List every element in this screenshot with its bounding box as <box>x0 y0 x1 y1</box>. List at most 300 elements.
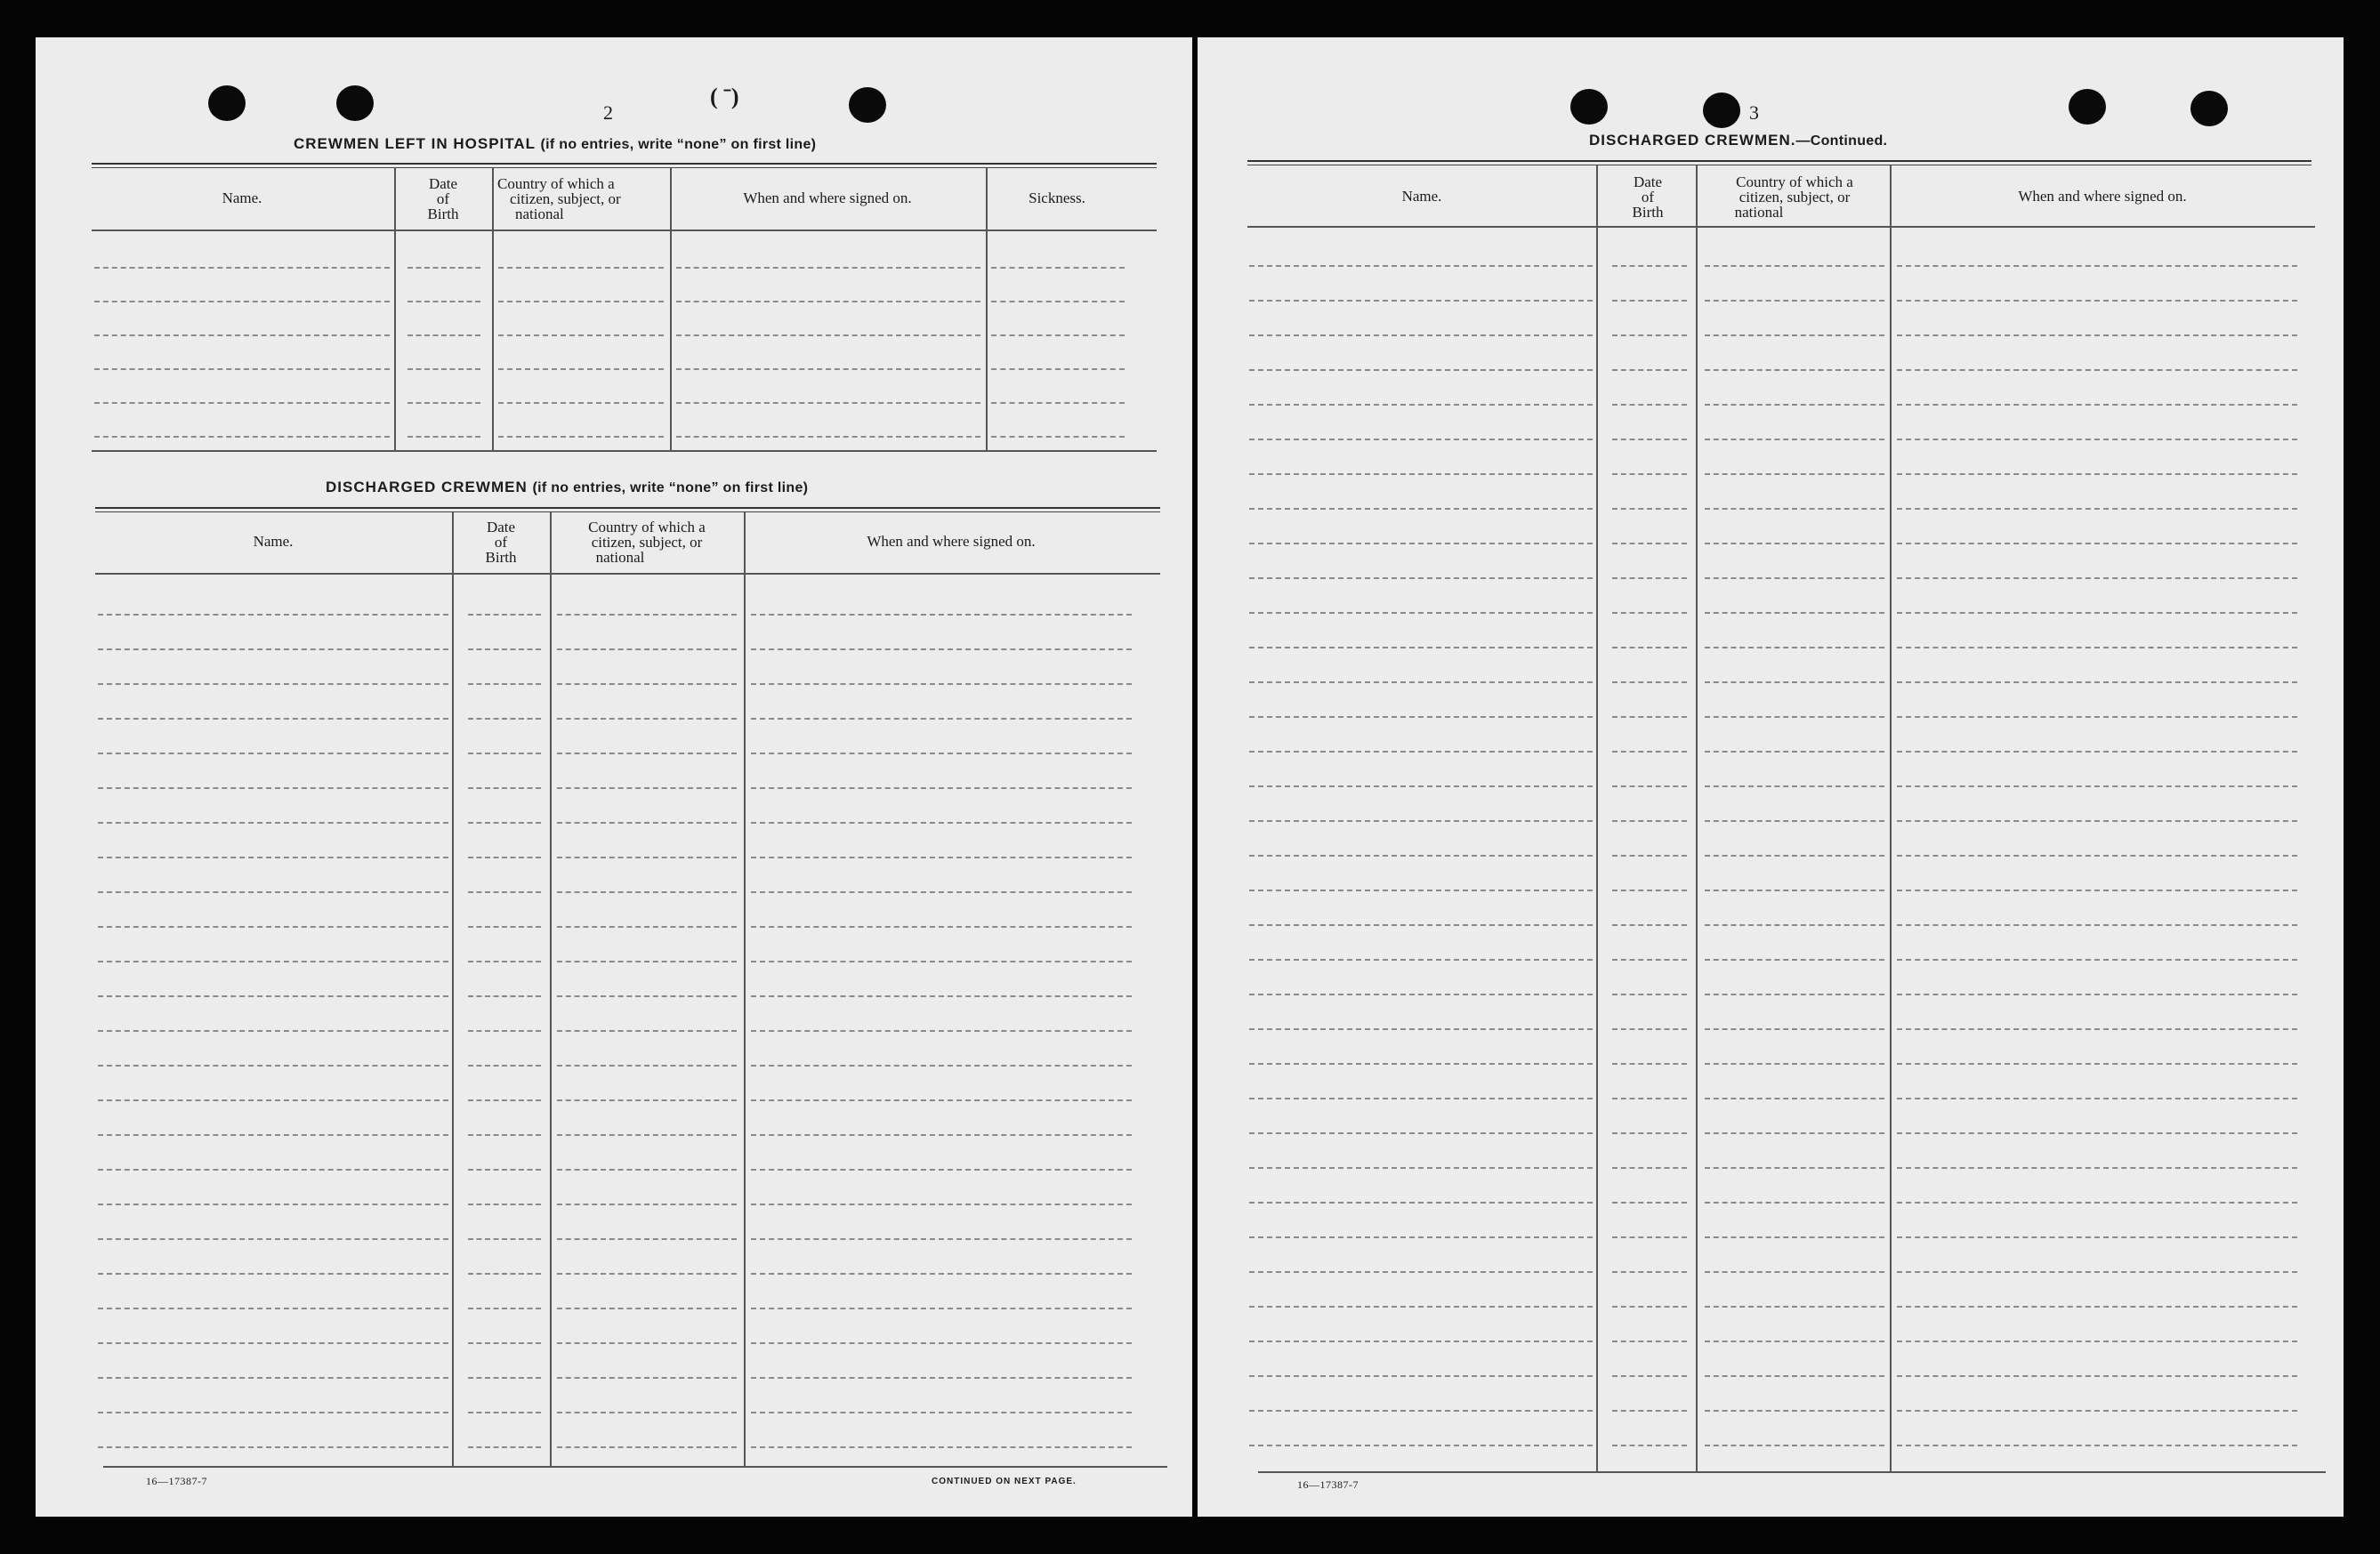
blank-entry-line <box>1249 1236 1593 1238</box>
blank-entry-line <box>1249 924 1593 926</box>
blank-entry-line <box>1705 300 1884 302</box>
continued-bottom-rule <box>1258 1471 2326 1473</box>
blank-entry-line <box>98 1204 448 1205</box>
blank-entry-line <box>557 1412 737 1413</box>
blank-entry-line <box>98 718 448 720</box>
punch-hole <box>2190 91 2228 126</box>
punch-hole <box>336 85 374 121</box>
blank-entry-line <box>1705 1098 1884 1099</box>
blank-entry-line <box>1612 612 1687 614</box>
blank-entry-line <box>1897 543 2297 544</box>
blank-entry-line <box>1705 1028 1884 1030</box>
blank-entry-line <box>751 857 1132 858</box>
blank-entry-line <box>991 436 1125 438</box>
continued-col-name: Name. <box>1401 188 1442 205</box>
blank-entry-line <box>1249 439 1593 440</box>
blank-entry-line <box>1249 681 1593 683</box>
blank-entry-line <box>1705 1063 1884 1065</box>
blank-entry-line <box>498 402 664 404</box>
blank-entry-line <box>1897 1132 2297 1134</box>
blank-entry-line <box>1897 890 2297 891</box>
blank-entry-line <box>1612 959 1687 961</box>
punch-hole <box>849 87 886 123</box>
blank-entry-line <box>557 1065 737 1067</box>
blank-entry-line <box>1249 369 1593 371</box>
blank-entry-line <box>991 334 1125 336</box>
blank-entry-line <box>991 267 1125 269</box>
blank-entry-line <box>1249 1132 1593 1134</box>
blank-entry-line <box>468 1099 541 1101</box>
blank-entry-line <box>1249 1375 1593 1377</box>
blank-entry-line <box>751 683 1132 685</box>
blank-entry-line <box>676 368 980 370</box>
blank-entry-line <box>751 1412 1132 1413</box>
hospital-col-country: Country of which a citizen, subject, or national <box>497 175 621 222</box>
blank-entry-line <box>1897 1063 2297 1065</box>
blank-entry-line <box>468 1273 541 1275</box>
blank-entry-line <box>1249 855 1593 857</box>
continued-col-signed-on: When and where signed on. <box>2018 188 2187 205</box>
blank-entry-line <box>751 1377 1132 1379</box>
blank-entry-line <box>1705 1306 1884 1308</box>
blank-entry-line <box>751 1169 1132 1171</box>
blank-entry-line <box>1897 300 2297 302</box>
blank-entry-line <box>557 995 737 997</box>
blank-entry-line <box>98 753 448 754</box>
blank-entry-line <box>1612 647 1687 648</box>
hospital-header-rule <box>92 229 1157 231</box>
blank-entry-line <box>557 1446 737 1448</box>
blank-entry-line <box>1705 994 1884 995</box>
blank-entry-line <box>468 822 541 824</box>
blank-entry-line <box>1612 265 1687 267</box>
blank-entry-line <box>1897 1167 2297 1169</box>
blank-entry-line <box>498 267 664 269</box>
blank-entry-line <box>1897 716 2297 718</box>
blank-entry-line <box>1705 369 1884 371</box>
blank-entry-line <box>98 1377 448 1379</box>
blank-entry-line <box>468 961 541 962</box>
blank-entry-line <box>1612 820 1687 822</box>
blank-entry-line <box>1705 439 1884 440</box>
blank-entry-line <box>751 787 1132 789</box>
blank-entry-line <box>1705 785 1884 787</box>
blank-entry-line <box>1897 439 2297 440</box>
blank-entry-line <box>1612 751 1687 753</box>
blank-entry-line <box>1612 1341 1687 1342</box>
blank-entry-line <box>407 267 480 269</box>
hospital-col-name: Name. <box>222 189 262 206</box>
blank-entry-line <box>557 1099 737 1101</box>
blank-entry-line <box>1897 508 2297 510</box>
blank-entry-line <box>407 334 480 336</box>
blank-entry-line <box>468 926 541 928</box>
blank-entry-line <box>1249 1445 1593 1446</box>
blank-entry-line <box>1612 577 1687 579</box>
blank-entry-line <box>751 1446 1132 1448</box>
blank-entry-line <box>407 436 480 438</box>
blank-entry-line <box>1612 439 1687 440</box>
blank-entry-line <box>94 368 390 370</box>
blank-entry-line <box>1612 404 1687 406</box>
blank-entry-line <box>407 301 480 302</box>
blank-entry-line <box>468 683 541 685</box>
discharged-col-name: Name. <box>253 533 294 550</box>
blank-entry-line <box>1897 820 2297 822</box>
blank-entry-line <box>1897 1375 2297 1377</box>
blank-entry-line <box>98 1099 448 1101</box>
blank-entry-line <box>1705 1132 1884 1134</box>
hospital-table-top-rule <box>92 163 1157 168</box>
blank-entry-line <box>1897 1306 2297 1308</box>
discharged-header-rule <box>95 573 1160 575</box>
blank-entry-line <box>751 614 1132 616</box>
blank-entry-line <box>1249 1410 1593 1412</box>
blank-entry-line <box>1705 681 1884 683</box>
blank-entry-line <box>1897 1341 2297 1342</box>
blank-entry-line <box>1897 1271 2297 1273</box>
discharged-col-dob: Date of Birth <box>485 519 517 566</box>
blank-entry-line <box>468 1377 541 1379</box>
blank-entry-line <box>1612 369 1687 371</box>
blank-entry-line <box>557 857 737 858</box>
blank-entry-line <box>557 1030 737 1032</box>
blank-entry-line <box>557 787 737 789</box>
blank-entry-line <box>1897 1202 2297 1204</box>
form-code: 16—17387-7 <box>146 1475 207 1487</box>
blank-entry-line <box>557 891 737 893</box>
blank-entry-line <box>1612 1410 1687 1412</box>
blank-entry-line <box>94 267 390 269</box>
blank-entry-line <box>557 648 737 650</box>
punch-hole <box>2069 89 2106 125</box>
blank-entry-line <box>1249 404 1593 406</box>
blank-entry-line <box>1705 820 1884 822</box>
blank-entry-line <box>557 683 737 685</box>
blank-entry-line <box>1612 924 1687 926</box>
blank-entry-line <box>468 891 541 893</box>
blank-entry-line <box>1705 1375 1884 1377</box>
blank-entry-line <box>1249 265 1593 267</box>
blank-entry-line <box>1897 785 2297 787</box>
blank-entry-line <box>98 822 448 824</box>
blank-entry-line <box>1612 994 1687 995</box>
blank-entry-line <box>98 1134 448 1136</box>
blank-entry-line <box>1612 1063 1687 1065</box>
blank-entry-line <box>1612 1098 1687 1099</box>
blank-entry-line <box>498 368 664 370</box>
discharged-col-signed-on: When and where signed on. <box>867 533 1036 550</box>
blank-entry-line <box>1249 890 1593 891</box>
blank-entry-line <box>676 301 980 302</box>
blank-entry-line <box>751 1308 1132 1309</box>
blank-entry-line <box>1897 473 2297 475</box>
blank-entry-line <box>1897 404 2297 406</box>
blank-entry-line <box>1612 334 1687 336</box>
handwritten-mark: ( ˉ) <box>710 84 739 109</box>
blank-entry-line <box>751 718 1132 720</box>
blank-entry-line <box>1612 1028 1687 1030</box>
blank-entry-line <box>98 857 448 858</box>
blank-entry-line <box>751 891 1132 893</box>
blank-entry-line <box>1897 647 2297 648</box>
punch-hole <box>1570 89 1608 125</box>
blank-entry-line <box>98 995 448 997</box>
blank-entry-line <box>98 1169 448 1171</box>
blank-entry-line <box>1249 959 1593 961</box>
continued-note: CONTINUED ON NEXT PAGE. <box>932 1477 1077 1486</box>
blank-entry-line <box>407 368 480 370</box>
blank-entry-line <box>1612 1375 1687 1377</box>
blank-entry-line <box>98 648 448 650</box>
blank-entry-line <box>1249 300 1593 302</box>
blank-entry-line <box>1612 1306 1687 1308</box>
continued-col-country: Country of which a citizen, subject, or national <box>1734 173 1853 221</box>
blank-entry-line <box>751 648 1132 650</box>
hospital-bottom-rule <box>92 450 1157 452</box>
blank-entry-line <box>1897 369 2297 371</box>
blank-entry-line <box>1705 334 1884 336</box>
blank-entry-line <box>751 961 1132 962</box>
blank-entry-line <box>1705 1236 1884 1238</box>
blank-entry-line <box>498 334 664 336</box>
blank-entry-line <box>1612 1271 1687 1273</box>
blank-entry-line <box>557 1377 737 1379</box>
discharged-col-country: Country of which a citizen, subject, or national <box>588 519 706 566</box>
blank-entry-line <box>1612 1236 1687 1238</box>
blank-entry-line <box>1612 543 1687 544</box>
blank-entry-line <box>1705 1445 1884 1446</box>
discharged-continued-title: DISCHARGED CREWMEN.—Continued. <box>1589 132 1888 149</box>
blank-entry-line <box>468 614 541 616</box>
blank-entry-line <box>1249 647 1593 648</box>
blank-entry-line <box>98 787 448 789</box>
blank-entry-line <box>751 1238 1132 1240</box>
blank-entry-line <box>557 822 737 824</box>
blank-entry-line <box>1249 1028 1593 1030</box>
blank-entry-line <box>1612 1132 1687 1134</box>
blank-entry-line <box>468 1169 541 1171</box>
blank-entry-line <box>1249 334 1593 336</box>
blank-entry-line <box>98 1273 448 1275</box>
right-page <box>1198 37 2344 1517</box>
blank-entry-line <box>676 267 980 269</box>
blank-entry-line <box>1705 1202 1884 1204</box>
blank-entry-line <box>1612 1445 1687 1446</box>
hospital-col-sickness: Sickness. <box>1029 189 1085 206</box>
blank-entry-line <box>751 1065 1132 1067</box>
blank-entry-line <box>557 1204 737 1205</box>
blank-entry-line <box>98 926 448 928</box>
blank-entry-line <box>1612 508 1687 510</box>
blank-entry-line <box>1897 959 2297 961</box>
page-number: 2 <box>603 101 613 124</box>
blank-entry-line <box>1705 508 1884 510</box>
continued-header-rule <box>1247 226 2315 228</box>
blank-entry-line <box>98 1446 448 1448</box>
blank-entry-line <box>1249 1063 1593 1065</box>
blank-entry-line <box>1897 577 2297 579</box>
blank-entry-line <box>1897 612 2297 614</box>
blank-entry-line <box>1249 751 1593 753</box>
blank-entry-line <box>991 368 1125 370</box>
punch-hole <box>208 85 246 121</box>
blank-entry-line <box>676 334 980 336</box>
blank-entry-line <box>468 1204 541 1205</box>
blank-entry-line <box>98 961 448 962</box>
blank-entry-line <box>468 995 541 997</box>
blank-entry-line <box>1705 543 1884 544</box>
blank-entry-line <box>1705 612 1884 614</box>
blank-entry-line <box>751 1342 1132 1344</box>
blank-entry-line <box>1612 1202 1687 1204</box>
blank-entry-line <box>751 1273 1132 1275</box>
blank-entry-line <box>1249 473 1593 475</box>
blank-entry-line <box>468 1412 541 1413</box>
blank-entry-line <box>1249 543 1593 544</box>
blank-entry-line <box>498 436 664 438</box>
blank-entry-line <box>1705 1167 1884 1169</box>
blank-entry-line <box>1705 265 1884 267</box>
blank-entry-line <box>98 614 448 616</box>
blank-entry-line <box>1249 577 1593 579</box>
blank-entry-line <box>751 1204 1132 1205</box>
blank-entry-line <box>1705 716 1884 718</box>
hospital-col-dob: Date of Birth <box>427 175 459 222</box>
blank-entry-line <box>751 1030 1132 1032</box>
blank-entry-line <box>98 683 448 685</box>
blank-entry-line <box>1612 785 1687 787</box>
blank-entry-line <box>557 1273 737 1275</box>
blank-entry-line <box>468 1308 541 1309</box>
blank-entry-line <box>1612 716 1687 718</box>
blank-entry-line <box>1897 1445 2297 1446</box>
blank-entry-line <box>676 402 980 404</box>
blank-entry-line <box>1897 855 2297 857</box>
blank-entry-line <box>1249 1098 1593 1099</box>
blank-entry-line <box>1897 994 2297 995</box>
blank-entry-line <box>1612 855 1687 857</box>
blank-entry-line <box>991 402 1125 404</box>
blank-entry-line <box>468 857 541 858</box>
blank-entry-line <box>1612 890 1687 891</box>
blank-entry-line <box>98 1065 448 1067</box>
blank-entry-line <box>1705 404 1884 406</box>
blank-entry-line <box>468 648 541 650</box>
blank-entry-line <box>468 753 541 754</box>
blank-entry-line <box>557 926 737 928</box>
blank-entry-line <box>1612 300 1687 302</box>
blank-entry-line <box>1612 681 1687 683</box>
blank-entry-line <box>991 301 1125 302</box>
blank-entry-line <box>98 1238 448 1240</box>
blank-entry-line <box>1705 751 1884 753</box>
blank-entry-line <box>468 787 541 789</box>
blank-entry-line <box>1249 1341 1593 1342</box>
blank-entry-line <box>1705 959 1884 961</box>
blank-entry-line <box>468 1134 541 1136</box>
blank-entry-line <box>751 753 1132 754</box>
blank-entry-line <box>98 1030 448 1032</box>
continued-table-top-rule <box>1247 160 2311 165</box>
blank-entry-line <box>1897 265 2297 267</box>
blank-entry-line <box>1249 1306 1593 1308</box>
blank-entry-line <box>1897 751 2297 753</box>
blank-entry-line <box>557 614 737 616</box>
blank-entry-line <box>94 402 390 404</box>
blank-entry-line <box>751 822 1132 824</box>
blank-entry-line <box>94 436 390 438</box>
blank-entry-line <box>1249 785 1593 787</box>
blank-entry-line <box>557 753 737 754</box>
blank-entry-line <box>557 1238 737 1240</box>
blank-entry-line <box>1705 1410 1884 1412</box>
blank-entry-line <box>557 1308 737 1309</box>
blank-entry-line <box>468 1238 541 1240</box>
blank-entry-line <box>1897 1236 2297 1238</box>
blank-entry-line <box>1705 473 1884 475</box>
blank-entry-line <box>1705 1271 1884 1273</box>
discharged-section-title: DISCHARGED CREWMEN (if no entries, write “none” on first line) <box>326 479 809 495</box>
form-code: 16—17387-7 <box>1297 1478 1359 1491</box>
discharged-bottom-rule <box>103 1466 1167 1468</box>
blank-entry-line <box>1249 508 1593 510</box>
blank-entry-line <box>1897 334 2297 336</box>
blank-entry-line <box>1897 924 2297 926</box>
blank-entry-line <box>1705 647 1884 648</box>
blank-entry-line <box>557 1169 737 1171</box>
blank-entry-line <box>557 718 737 720</box>
blank-entry-line <box>468 1030 541 1032</box>
blank-entry-line <box>751 926 1132 928</box>
blank-entry-line <box>676 436 980 438</box>
continued-col-dob: Date of Birth <box>1632 173 1664 221</box>
blank-entry-line <box>1249 716 1593 718</box>
blank-entry-line <box>1249 820 1593 822</box>
punch-hole <box>1703 93 1740 128</box>
blank-entry-line <box>94 334 390 336</box>
blank-entry-line <box>557 961 737 962</box>
blank-entry-line <box>407 402 480 404</box>
blank-entry-line <box>1249 994 1593 995</box>
blank-entry-line <box>1249 612 1593 614</box>
blank-entry-line <box>751 995 1132 997</box>
blank-entry-line <box>468 1065 541 1067</box>
blank-entry-line <box>98 1412 448 1413</box>
blank-entry-line <box>94 301 390 302</box>
blank-entry-line <box>1612 1167 1687 1169</box>
blank-entry-line <box>1705 855 1884 857</box>
hospital-section-title: CREWMEN LEFT IN HOSPITAL (if no entries, write “none” on first line) <box>294 135 817 152</box>
blank-entry-line <box>1705 577 1884 579</box>
blank-entry-line <box>1705 890 1884 891</box>
left-page <box>36 37 1192 1517</box>
blank-entry-line <box>98 1342 448 1344</box>
blank-entry-line <box>98 1308 448 1309</box>
page-number: 3 <box>1749 101 1759 124</box>
blank-entry-line <box>1705 1341 1884 1342</box>
discharged-table-top-rule <box>95 507 1160 512</box>
blank-entry-line <box>1897 1098 2297 1099</box>
hospital-col-signed-on: When and where signed on. <box>743 189 912 206</box>
blank-entry-line <box>468 718 541 720</box>
blank-entry-line <box>1705 924 1884 926</box>
blank-entry-line <box>1249 1202 1593 1204</box>
blank-entry-line <box>751 1134 1132 1136</box>
blank-entry-line <box>1249 1167 1593 1169</box>
blank-entry-line <box>498 301 664 302</box>
blank-entry-line <box>1249 1271 1593 1273</box>
